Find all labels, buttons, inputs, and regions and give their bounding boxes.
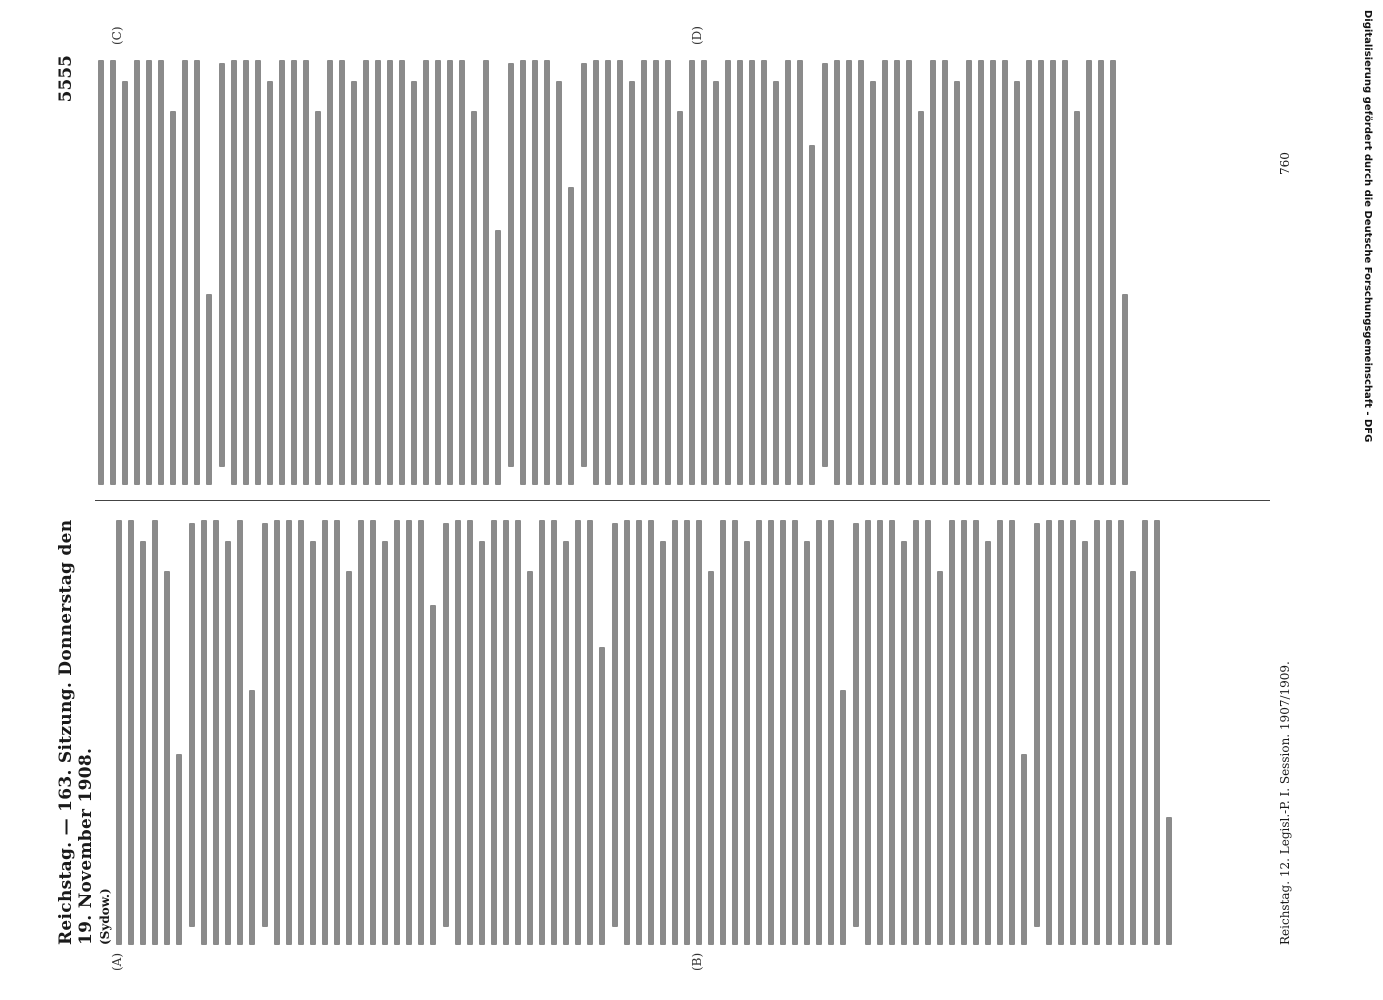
running-header-right [50,55,90,495]
footer-session: Reichstag. 12. Legisl.-P. I. Session. 1907/1909. [1278,661,1292,945]
paragraph [189,520,255,945]
dfg-notice [1356,10,1378,700]
paragraph [612,520,846,945]
header-title: Reichstag. — 163. Sitzung. Donnerstag den 19. November 1908. [56,519,96,945]
document-page [50,26,1315,971]
margin-marker-b: (B) [690,952,704,971]
footer-signature-number: 760 [1278,152,1292,175]
paragraph [1034,520,1172,945]
margin-marker-a: (A) [110,952,124,971]
paragraph [116,520,182,945]
column-divider [95,500,1270,501]
paragraph [262,520,436,945]
paragraph [508,60,574,485]
speaker-label: (Sydow.) [98,888,112,945]
paragraph [98,60,212,485]
paragraph [853,520,1027,945]
margin-marker-d: (D) [690,26,704,45]
paragraph [581,60,815,485]
page-number: 5555 [56,55,76,103]
dfg-notice-text: Digitalisierung gefördert durch die Deutsche Forschungsgemeinschaft - DFG [1362,10,1373,443]
margin-marker-c: (C) [110,26,124,45]
running-header [50,505,96,945]
paragraph [443,520,605,945]
text-column-left [98,520,1268,945]
text-column-right [98,60,1268,485]
paragraph [219,60,501,485]
paragraph [822,60,1128,485]
